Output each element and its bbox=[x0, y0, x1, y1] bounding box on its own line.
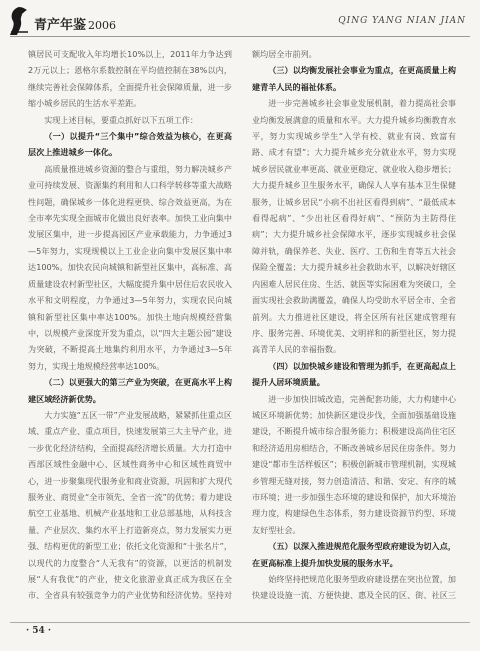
yearbook-logo-icon bbox=[8, 6, 30, 36]
body-paragraph: 进一步加快旧城改造，完善配套功能，大力构建中心城区环境新优势；加快新区建设步伐，全面加强基础设施建设，不断提升城市综合服务能力；积极建设高尚住宅区和经济适用房相结合，不断改善城乡居民住房条件。努力建设“都市生活样板区”；积极创新城市管理机制，实现城乡管理无缝对接，努力创造清洁、和谐、安定、有序的城市环境；进一步加强生态环境的建设和保护，加大环境治理力度，构建绿色生态体系，努力建设资源节约型、环境友好型社会。 bbox=[252, 393, 456, 535]
footer-rule bbox=[10, 622, 470, 623]
body-paragraph: 进一步完善城乡社会事业发展机制，着力提高社会事业均衡发展满意的质量和水平。大力提升城乡均衡教育水平，努力实现城乡学生“入学有校、就业有岗、致富有路、成才有望”；大力提升城乡充分就业水平，努力实现城乡居民就业率更高、就业更稳定、就业收入稳步增长；大力提升城乡卫生服务水平，确保人人享有基本卫生保健服务，让城乡居民“小病不出社区看得到病”、“最低成本看得起病”、“少出社区看得好病”、“预防为主防得住病”；大力提升城乡社会保障水平，逐步实现城乡社会保障并轨，确保养老、失业、医疗、工伤和生育等五大社会保险全覆盖；大力提升城乡社会救助水平，以解决好辖区内困难人居民住房、生活、就医等实际困难为突破口，全面实现社会救助满覆盖，确保人均受助水平居全市、全省前列。大力推进社区建设，将全区所有社区建成管理有序、服务完善、环境优美、文明祥和的新型社区，努力提高青羊人民的幸福指数。 bbox=[252, 98, 456, 355]
body-paragraph: 大力实施“五区一带”产业发展战略，紧紧抓住重点区域、重点产业、重点项目，快速发展第三大主导产业，进一步优化经济结构，全面提高经济增长质量。大力打造中西部区域性金融中心、区域性商务中心和区域性商贸中心，进一步聚集现代服务业和商业资源，巩固和扩大现代服务业、商贸业“全市领先、全省一流”的优势；着力建设航空工业基地、机械产业基地和工业总部基地，从科技含量、产业层次、集约水平上打造新亮点，努力发展实力更强、结构更优的新型工业；依托文化资源和“十张名片”，以现代的力度整合“人无我有”的资源，以更活的机制发展“人有我优”的产业，使文化旅游业真正成为我区在全市、全省具有较强竞争力的产业优势和经济优势。坚持对 bbox=[28, 409, 232, 601]
body-paragraph: 额均居全市前列。 bbox=[252, 49, 317, 59]
english-running-title: QING YANG NIAN JIAN bbox=[338, 16, 466, 26]
body-paragraph: 高质量推进城乡资源的整合与重组，努力解决城乡产业可持续发展、资源集约利用和人口科学转移等重大战略性问题，确保城乡一体化进程更快、综合效益更高，为在全市率先实现全面城市化做出良好表率。加快工业向集中发展区集中，进一步提高园区产业承载能力，力争通过3—5年努力，实现规模以上工业企业向集中发展区集中率达100%。加快农民向城镇和新型社区集中，高标准、高质量建设农村新型社区，大幅度提升集中居住后农民收入水平和文明程度，力争通过3—5年努力，实现农民向城镇和新型社区集中率达100%。加快土地向规模经营集中，以规模产业深度开发为重点，以“四大主题公园”建设为突破，不断提高土地集约利用水平，力争通过3—5年努力，实现土地规模经营率达100%。 bbox=[28, 163, 232, 371]
section-heading: （五）以深入推进规范化服务型政府建设为切入点，在更高标准上提升加快发展的服务水平。 bbox=[252, 541, 456, 568]
right-text-column bbox=[252, 46, 456, 606]
header-rule bbox=[10, 36, 470, 37]
yearbook-brand bbox=[34, 14, 116, 33]
section-heading: （四）以加快城乡建设和管理为抓手，在更高起点上提升人居环境质量。 bbox=[252, 360, 456, 388]
page-number: · 54 · bbox=[26, 626, 52, 636]
brand-title: 青产年鉴 bbox=[34, 18, 87, 33]
body-paragraph: 实现上述目标，要重点抓好以下五项工作： bbox=[44, 114, 198, 125]
left-text-column bbox=[28, 46, 232, 606]
body-paragraph: 镇居民可支配收入年均增长10%以上，2011年力争达到2万元以上；恩格尔系数控制在平均值控制在38%以内，继续完善社会保障体系，全面提升社会保障质量，进一步缩小城乡居民的生活水平差距。 bbox=[28, 49, 232, 109]
page-header bbox=[0, 0, 480, 42]
section-heading: （一）以提升“三个集中”综合效益为核心，在更高层次上推进城乡一体化。 bbox=[28, 131, 232, 158]
section-heading: （二）以更强大的第三产业为突破，在更高水平上构建区域经济新优势。 bbox=[28, 377, 232, 404]
section-heading: （三）以均衡发展社会事业为重点，在更高质量上构建青羊人民的福祉体系。 bbox=[252, 65, 456, 92]
body-paragraph: 始终坚持把规范化服务型政府建设摆在突出位置，加快建设设施一流、方便快捷、惠及全民的区、街、社区三 bbox=[252, 574, 456, 601]
brand-year: 2006 bbox=[88, 19, 117, 32]
